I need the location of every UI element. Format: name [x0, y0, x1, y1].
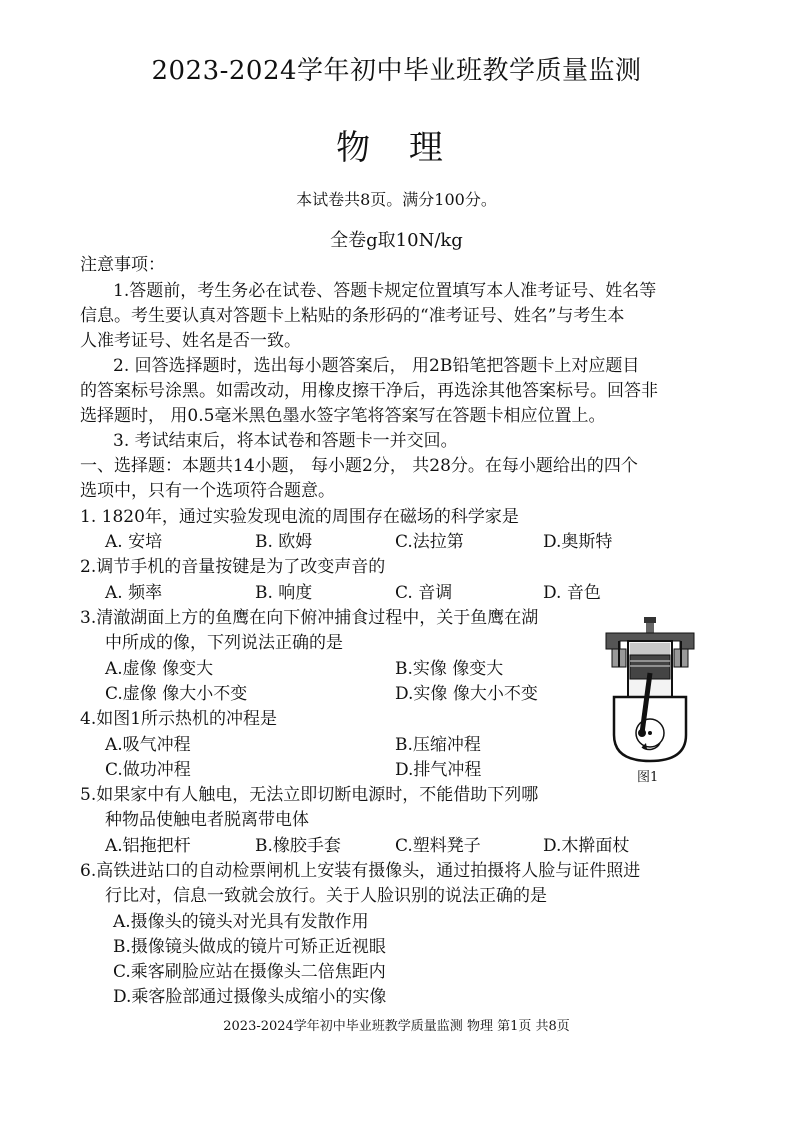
q3-option-c: C.虚像 像大小不变 [105, 684, 248, 704]
q4-option-a: A.吸气冲程 [105, 735, 191, 755]
pages-info: 本试卷共8页。满分100分。 [296, 190, 497, 209]
q3-option-d: D.实像 像大小不变 [395, 684, 538, 704]
q1-option-b: B. 欧姆 [255, 532, 313, 552]
q5-option-b: B.橡胶手套 [255, 836, 341, 856]
figure-1-caption: 图1 [637, 770, 659, 785]
q6-option-c: C.乘客刷脸应站在摄像头二倍焦距内 [113, 962, 386, 982]
q2-option-d: D. 音色 [543, 583, 601, 603]
q5-option-a: A.铝拖把杆 [105, 836, 191, 856]
engine-cylinder-icon [598, 615, 703, 765]
q3-option-b: B.实像 像变大 [395, 659, 504, 679]
q6-option-b: B.摄像镜头做成的镜片可矫正近视眼 [113, 937, 386, 957]
notes-line: 2. 回答选择题时，选出每小题答案后， 用2B铅笔把答题卡上对应题目 [113, 356, 640, 376]
q2-option-a: A. 频率 [105, 583, 163, 603]
question-5-stem-cont: 种物品使触电者脱离带电体 [105, 810, 309, 830]
notes-line: 选择题时， 用0.5毫米黑色墨水签字笔将答案写在答题卡相应位置上。 [80, 406, 606, 426]
question-2-stem: 2.调节手机的音量按键是为了改变声音的 [80, 557, 386, 577]
q6-option-a: A.摄像头的镜头对光具有发散作用 [113, 912, 369, 932]
g-value-note: 全卷g取10N/kg [330, 230, 463, 251]
page-footer: 2023-2024学年初中毕业班教学质量监测 物理 第1页 共8页 [223, 1019, 570, 1034]
notes-line: 1.答题前，考生务必在试卷、答题卡规定位置填写本人准考证号、姓名等 [113, 281, 657, 301]
section-heading-cont: 选项中，只有一个选项符合题意。 [80, 481, 335, 501]
question-6-stem: 6.高铁进站口的自动检票闸机上安装有摄像头，通过拍摄将人脸与证件照进 [80, 861, 641, 881]
q3-option-a: A.虚像 像变大 [105, 659, 214, 679]
figure-1 [598, 615, 703, 785]
subject-title: 物 理 [336, 128, 457, 168]
q2-option-b: B. 响度 [255, 583, 313, 603]
notes-line: 人准考证号、姓名是否一致。 [80, 331, 301, 351]
question-3-stem: 3.清澈湖面上方的鱼鹰在向下俯冲捕食过程中，关于鱼鹰在湖 [80, 608, 539, 628]
q1-option-d: D.奥斯特 [543, 532, 613, 552]
q5-option-c: C.塑料凳子 [395, 836, 481, 856]
question-6-stem-cont: 行比对，信息一致就会放行。关于人脸识别的说法正确的是 [105, 886, 547, 906]
question-5-stem: 5.如果家中有人触电，无法立即切断电源时，不能借助下列哪 [80, 785, 539, 805]
q4-option-c: C.做功冲程 [105, 760, 191, 780]
question-1-stem: 1. 1820年，通过实验发现电流的周围存在磁场的科学家是 [80, 507, 519, 527]
notes-heading: 注意事项： [80, 255, 165, 275]
q1-option-c: C.法拉第 [395, 532, 464, 552]
section-heading: 一、选择题：本题共14小题， 每小题2分， 共28分。在每小题给出的四个 [80, 456, 638, 476]
q5-option-d: D.木擀面杖 [543, 836, 630, 856]
q6-option-d: D.乘客脸部通过摄像头成缩小的实像 [113, 987, 387, 1007]
notes-line: 3. 考试结束后，将本试卷和答题卡一并交回。 [113, 431, 458, 451]
notes-line: 信息。考生要认真对答题卡上粘贴的条形码的“准考证号、姓名”与考生本 [80, 306, 625, 326]
q2-option-c: C. 音调 [395, 583, 453, 603]
q1-option-a: A. 安培 [105, 532, 163, 552]
q4-option-b: B.压缩冲程 [395, 735, 481, 755]
question-4-stem: 4.如图1所示热机的冲程是 [80, 709, 278, 729]
question-3-stem-cont: 中所成的像，下列说法正确的是 [105, 633, 343, 653]
notes-line: 的答案标号涂黑。如需改动，用橡皮擦干净后，再选涂其他答案标号。回答非 [80, 381, 658, 401]
exam-title: 2023-2024学年初中毕业班教学质量监测 [151, 56, 642, 86]
q4-option-d: D.排气冲程 [395, 760, 482, 780]
